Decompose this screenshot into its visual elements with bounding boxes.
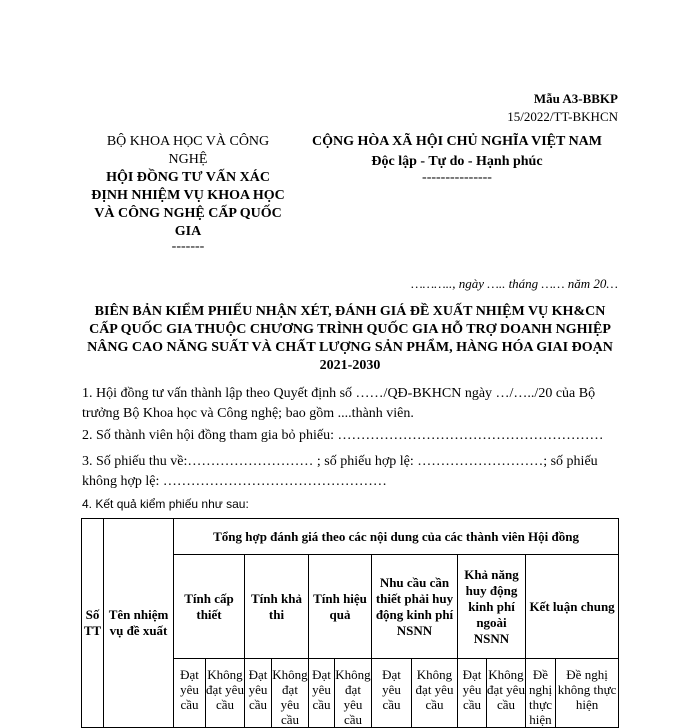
item-2: 2. Số thành viên hội đồng tham gia bỏ phiếu: ………………………………………………… (82, 428, 604, 443)
sub-pass (245, 659, 272, 728)
sub-pass (174, 659, 206, 728)
circular-number: 15/2022/TT-BKHCN (507, 109, 618, 124)
criterion-conclusion (526, 555, 619, 659)
criterion-state-budget (372, 555, 458, 659)
document-title: BIÊN BẢN KIỂM PHIẾU NHẬN XÉT, ĐÁNH GIÁ ĐỀ XUẤT NHIỆM VỤ KH&CN CẤP QUỐC GIA THUỘC CHƯƠNG TRÌNH QUỐC GIA HỖ TRỢ DOANH NGHIỆP NÂNG CAO NĂNG SUẤT VÀ CHẤT LƯỢNG SẢN PHẨM, HÀNG HÓA GIAI ĐOẠN 2021-2030 (87, 304, 613, 373)
sub-fail-label: Không đạt yêu cầu (206, 667, 244, 712)
group-header (174, 519, 619, 555)
sub-reject (556, 659, 619, 728)
date-line-text: ……….., ngày ….. tháng …… năm 20… (411, 276, 618, 291)
sub-pass (458, 659, 487, 728)
sub-pass-label: Đạt yêu cầu (462, 667, 482, 712)
item-1: 1. Hội đồng tư vấn thành lập theo Quyết định số ……/QĐ-BKHCN ngày …/…../20 của Bộ trưởng Bộ Khoa học và Công nghệ; bao gồm ....thành viên. (82, 386, 596, 421)
sub-fail (335, 659, 372, 728)
sub-fail-label: Không đạt yêu cầu (415, 667, 454, 712)
col-stt-label: Số TT (83, 607, 102, 638)
sub-fail (206, 659, 245, 728)
sub-propose-label: Đề nghị thực hiện (528, 667, 553, 727)
results-table (81, 518, 619, 728)
col-name-label: Tên nhiệm vụ đề xuất (108, 607, 169, 638)
sub-pass-label: Đạt yêu cầu (312, 667, 331, 712)
item-3: 3. Số phiếu thu về:……………………… ; số phiếu hợp lệ: ………………………; số phiếu không hợp lệ: ………………………………………… (82, 454, 598, 489)
sub-pass-label: Đạt yêu cầu (180, 667, 199, 712)
ministry-name: BỘ KHOA HỌC VÀ CÔNG NGHỆ (106, 134, 270, 167)
criterion-external-funding-label: Khả năng huy động kinh phí ngoài NSNN (464, 566, 519, 646)
criterion-feasibility (245, 555, 309, 659)
group-header-label: Tổng hợp đánh giá theo các nội dung của các thành viên Hội đồng (213, 528, 579, 544)
right-header (296, 133, 618, 183)
form-code: Mẫu A3-BBKP (533, 91, 618, 106)
header-rule-right: --------------- (422, 170, 492, 185)
col-stt-header (82, 519, 104, 728)
sub-fail-label: Không đạt yêu cầu (487, 667, 525, 712)
criterion-external-funding (458, 555, 526, 659)
criterion-urgency-label: Tính cấp thiết (184, 590, 234, 622)
date-line (411, 275, 618, 292)
col-name-header (104, 519, 174, 728)
nation-name: CỘNG HÒA XÃ HỘI CHỦ NGHĨA VIỆT NAM (311, 134, 602, 149)
sub-reject-label: Đề nghị không thực hiện (557, 667, 617, 712)
sub-fail-label: Không đạt yêu cầu (335, 667, 371, 727)
sub-fail (487, 659, 526, 728)
left-header (90, 133, 286, 253)
criterion-effectiveness-label: Tính hiệu quả (313, 590, 367, 622)
item-4: 4. Kết quả kiểm phiếu như sau: (82, 497, 249, 511)
sub-pass (309, 659, 335, 728)
sub-fail (412, 659, 458, 728)
sub-pass (372, 659, 412, 728)
sub-fail (272, 659, 309, 728)
sub-propose (526, 659, 556, 728)
sub-pass-label: Đạt yêu cầu (382, 667, 401, 712)
criterion-urgency (174, 555, 245, 659)
sub-pass-label: Đạt yêu cầu (248, 667, 268, 712)
header-rule-left: ------- (171, 239, 205, 254)
criterion-conclusion-label: Kết luận chung (529, 598, 615, 614)
council-name: HỘI ĐỒNG TƯ VẤN XÁC ĐỊNH NHIỆM VỤ KHOA HỌC VÀ CÔNG NGHỆ CẤP QUỐC GIA (91, 170, 285, 239)
motto: Độc lập - Tự do - Hạnh phúc (371, 154, 543, 169)
sub-fail-label: Không đạt yêu cầu (272, 667, 308, 727)
criterion-state-budget-label: Nhu cầu cần thiết phải huy động kinh phí NSNN (375, 574, 454, 638)
criterion-feasibility-label: Tính khả thi (251, 590, 302, 622)
criterion-effectiveness (309, 555, 372, 659)
